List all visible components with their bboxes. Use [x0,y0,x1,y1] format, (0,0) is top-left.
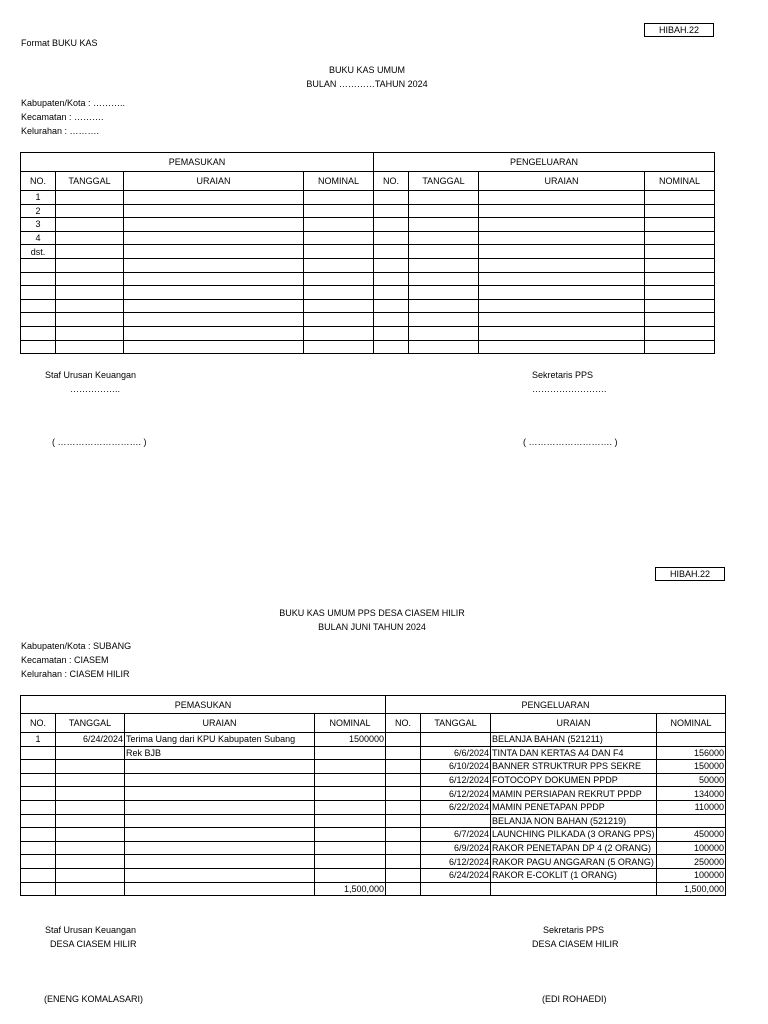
table-cell [124,191,304,205]
table-cell [479,299,645,313]
pemasukan-tanggal [56,773,125,787]
table-row [21,733,726,747]
table-cell [56,326,124,340]
cash-book-table-filled [20,695,726,896]
row-number: dst. [21,245,56,259]
table-row [21,245,715,259]
pengeluaran-uraian: FOTOCOPY DOKUMEN PPDP [491,773,657,787]
row-number [21,258,56,272]
pengeluaran-uraian: RAKOR PENETAPAN DP 4 (2 ORANG) [491,841,657,855]
pengeluaran-tanggal: 6/24/2024 [421,868,491,882]
table-cell [479,286,645,300]
pengeluaran-uraian: BELANJA NON BAHAN (521219) [491,814,657,828]
pemasukan-uraian [125,814,315,828]
table-cell [645,326,715,340]
pemasukan-nominal [315,855,386,869]
table-cell [374,218,409,232]
col-header-uraian: URAIAN [124,172,304,191]
pemasukan-uraian [125,841,315,855]
pengeluaran-no [386,814,421,828]
page-title: BUKU KAS UMUM PPS DESA CIASEM HILIR [279,608,465,618]
table-cell [645,272,715,286]
pengeluaran-nominal: 100000 [657,868,726,882]
pengeluaran-uraian: BELANJA BAHAN (521211) [491,733,657,747]
table-cell [645,299,715,313]
pengeluaran-no [386,868,421,882]
pengeluaran-nominal: 250000 [657,855,726,869]
table-cell [374,272,409,286]
table-cell [304,299,374,313]
table-row [21,204,715,218]
table-cell [479,272,645,286]
table-cell [56,191,124,205]
table-cell [645,191,715,205]
pemasukan-header: PEMASUKAN [21,153,374,172]
col-header-tanggal: TANGGAL [421,714,491,733]
pemasukan-uraian [125,773,315,787]
table-cell [409,286,479,300]
pemasukan-tanggal [56,760,125,774]
table-row [21,340,715,354]
table-cell [124,299,304,313]
pemasukan-nominal [315,787,386,801]
table-row [21,773,726,787]
kecamatan-label: Kecamatan : CIASEM [21,655,109,665]
kabupaten-label: Kabupaten/Kota : SUBANG [21,641,132,651]
table-cell [124,286,304,300]
pemasukan-tanggal: 6/24/2024 [56,733,125,747]
table-cell [645,340,715,354]
pengeluaran-no [386,800,421,814]
table-cell [409,191,479,205]
signature-left-subtitle: DESA CIASEM HILIR [50,939,137,949]
table-row [21,760,726,774]
table-row [21,218,715,232]
col-header-no: NO. [374,172,409,191]
table-cell [409,231,479,245]
signature-left-title: Staf Urusan Keuangan [45,925,137,935]
pengeluaran-tanggal [421,733,491,747]
pemasukan-uraian [125,787,315,801]
page-subtitle: BULAN JUNI TAHUN 2024 [318,622,426,632]
pengeluaran-uraian: BANNER STRUKTRUR PPS SEKRE [491,760,657,774]
total-cell-empty [491,882,657,895]
table-cell [124,313,304,327]
form-code-box: HIBAH.22 [644,23,714,37]
table-cell [645,245,715,259]
table-cell [645,231,715,245]
pengeluaran-nominal [657,733,726,747]
table-row [21,814,726,828]
total-pengeluaran: 1,500,000 [657,882,726,895]
table-cell [304,204,374,218]
pemasukan-tanggal [56,841,125,855]
table-cell [409,326,479,340]
table-cell [304,340,374,354]
table-row [21,868,726,882]
table-row [21,313,715,327]
pemasukan-header: PEMASUKAN [21,696,386,714]
table-cell [56,313,124,327]
pemasukan-tanggal [56,828,125,842]
pemasukan-no: 1 [21,733,56,747]
table-cell [374,313,409,327]
table-row [21,299,715,313]
table-cell [124,258,304,272]
col-header-nominal: NOMINAL [645,172,715,191]
table-row [21,231,715,245]
signature-right-name: (EDI ROHAEDI) [542,994,607,1004]
table-cell [409,340,479,354]
pengeluaran-tanggal: 6/10/2024 [421,760,491,774]
pemasukan-uraian [125,855,315,869]
table-cell [479,191,645,205]
table-cell [56,299,124,313]
table-cell [645,313,715,327]
table-cell [479,204,645,218]
signature-left-subtitle: …………….. [70,384,121,394]
table-cell [374,286,409,300]
pemasukan-nominal [315,746,386,760]
total-cell-empty [56,882,125,895]
signature-left-name: (ENENG KOMALASARI) [44,994,144,1004]
pengeluaran-tanggal: 6/9/2024 [421,841,491,855]
row-number [21,299,56,313]
table-cell [409,258,479,272]
pemasukan-uraian [125,868,315,882]
pemasukan-uraian [125,760,315,774]
page-subtitle: BULAN …………TAHUN 2024 [306,79,428,89]
row-number [21,272,56,286]
table-cell [374,231,409,245]
pemasukan-no [21,800,56,814]
col-header-uraian: URAIAN [479,172,645,191]
table-cell [56,245,124,259]
pemasukan-tanggal [56,746,125,760]
col-header-uraian: URAIAN [125,714,315,733]
pemasukan-nominal [315,773,386,787]
table-row [21,286,715,300]
pengeluaran-no [386,841,421,855]
pemasukan-no [21,855,56,869]
format-label: Format BUKU KAS [21,38,98,48]
pemasukan-tanggal [56,868,125,882]
kabupaten-label: Kabupaten/Kota : ……….. [21,98,126,108]
signature-left-name: ( ………………………. ) [52,437,147,447]
pengeluaran-nominal [657,814,726,828]
total-cell-empty [21,882,56,895]
total-pemasukan: 1,500,000 [315,882,386,895]
pemasukan-uraian [125,828,315,842]
table-cell [409,204,479,218]
row-number: 4 [21,231,56,245]
pengeluaran-tanggal: 6/22/2024 [421,800,491,814]
pengeluaran-uraian: LAUNCHING PILKADA (3 ORANG PPS) [492,829,655,840]
pemasukan-nominal [315,800,386,814]
table-cell [124,245,304,259]
row-number: 1 [21,191,56,205]
table-cell [374,340,409,354]
table-row [21,191,715,205]
pengeluaran-uraian: TINTA DAN KERTAS A4 DAN F4 [491,746,657,760]
pemasukan-no [21,787,56,801]
pemasukan-nominal [315,841,386,855]
col-header-nominal: NOMINAL [315,714,386,733]
table-row [21,800,726,814]
table-row [21,855,726,869]
table-row [21,258,715,272]
signature-right-name: ( ………………………. ) [523,437,618,447]
table-cell [409,313,479,327]
pengeluaran-tanggal: 6/6/2024 [421,746,491,760]
table-cell [56,340,124,354]
table-cell [645,286,715,300]
pengeluaran-no [386,787,421,801]
table-row [21,787,726,801]
pengeluaran-tanggal [421,814,491,828]
table-row [21,272,715,286]
pengeluaran-nominal: 100000 [657,841,726,855]
row-number [21,340,56,354]
table-cell [304,231,374,245]
signature-right-title: Sekretaris PPS [532,370,594,380]
pengeluaran-nominal: 110000 [657,800,726,814]
table-cell [409,299,479,313]
row-number [21,326,56,340]
table-row [21,326,715,340]
col-header-tanggal: TANGGAL [56,714,125,733]
table-cell [645,204,715,218]
pemasukan-nominal: 1500000 [315,733,386,747]
total-cell-empty [125,882,315,895]
col-header-tanggal: TANGGAL [409,172,479,191]
pengeluaran-header: PENGELUARAN [374,153,715,172]
col-header-nominal: NOMINAL [657,714,726,733]
kecamatan-label: Kecamatan : ………. [21,112,104,122]
table-cell [479,245,645,259]
col-header-uraian: URAIAN [491,714,657,733]
table-cell [374,326,409,340]
pengeluaran-nominal: 156000 [657,746,726,760]
table-cell [56,272,124,286]
table-row [21,841,726,855]
table-cell [304,258,374,272]
pemasukan-no [21,841,56,855]
table-cell [56,218,124,232]
pengeluaran-nominal: 50000 [657,773,726,787]
table-cell [479,258,645,272]
pemasukan-tanggal [56,814,125,828]
col-header-no: NO. [21,714,56,733]
pengeluaran-uraian: RAKOR PAGU ANGGARAN (5 ORANG) [491,855,657,869]
col-header-nominal: NOMINAL [304,172,374,191]
pemasukan-nominal [315,760,386,774]
pemasukan-no [21,773,56,787]
kelurahan-label: Kelurahan : CIASEM HILIR [21,669,130,679]
cash-book-table-template [20,152,715,354]
table-cell [124,272,304,286]
table-cell [56,204,124,218]
table-cell [56,286,124,300]
pemasukan-no [21,746,56,760]
table-cell [124,231,304,245]
pemasukan-no [21,868,56,882]
table-cell [409,245,479,259]
pengeluaran-uraian: RAKOR E-COKLIT (1 ORANG) [491,868,657,882]
row-number [21,313,56,327]
table-cell [645,218,715,232]
pemasukan-uraian: Terima Uang dari KPU Kabupaten Subang [125,733,315,747]
pengeluaran-no [386,760,421,774]
table-cell [374,204,409,218]
signature-left-title: Staf Urusan Keuangan [45,370,137,380]
table-cell [374,299,409,313]
pengeluaran-tanggal: 6/12/2024 [421,773,491,787]
table-cell [56,231,124,245]
table-cell [409,218,479,232]
col-header-no: NO. [21,172,56,191]
pengeluaran-no [386,828,421,842]
signature-right-title: Sekretaris PPS [543,925,605,935]
table-cell [124,218,304,232]
pengeluaran-no [386,773,421,787]
pengeluaran-nominal: 450000 [657,828,726,842]
pemasukan-nominal [315,868,386,882]
pengeluaran-no [386,733,421,747]
table-cell [409,272,479,286]
page-title: BUKU KAS UMUM [328,65,405,75]
pengeluaran-uraian: MAMIN PENETAPAN PPDP [491,800,657,814]
table-row [21,828,726,842]
kelurahan-label: Kelurahan : ………. [21,126,100,136]
table-cell [645,258,715,272]
form-code-box: HIBAH.22 [655,567,725,581]
table-cell [479,231,645,245]
signature-right-subtitle: DESA CIASEM HILIR [532,939,619,949]
pengeluaran-nominal: 150000 [657,760,726,774]
pemasukan-no [21,760,56,774]
table-cell [374,258,409,272]
total-cell-empty [421,882,491,895]
pemasukan-nominal [315,814,386,828]
table-cell [479,218,645,232]
row-number: 2 [21,204,56,218]
pengeluaran-header: PENGELUARAN [386,696,726,714]
table-cell [479,313,645,327]
table-cell [479,340,645,354]
pemasukan-tanggal [56,800,125,814]
pemasukan-uraian [125,800,315,814]
pengeluaran-no [386,746,421,760]
row-number [21,286,56,300]
col-header-no: NO. [386,714,421,733]
table-cell [124,204,304,218]
pemasukan-uraian: Rek BJB [125,746,315,760]
table-cell [124,326,304,340]
table-cell [304,313,374,327]
table-cell [56,258,124,272]
row-number: 3 [21,218,56,232]
pemasukan-no [21,814,56,828]
pemasukan-no [21,828,56,842]
pemasukan-tanggal [56,787,125,801]
pengeluaran-tanggal: 6/7/2024 [421,828,491,842]
table-cell [304,245,374,259]
table-cell [374,245,409,259]
table-cell [304,272,374,286]
pengeluaran-no [386,855,421,869]
table-cell [374,191,409,205]
table-cell [124,340,304,354]
signature-right-subtitle: ……………………. [532,384,607,394]
pengeluaran-tanggal: 6/12/2024 [421,787,491,801]
table-cell [304,326,374,340]
table-cell [479,326,645,340]
total-cell-empty [386,882,421,895]
pengeluaran-tanggal: 6/12/2024 [421,855,491,869]
table-cell [304,286,374,300]
table-cell [304,191,374,205]
col-header-tanggal: TANGGAL [56,172,124,191]
pemasukan-tanggal [56,855,125,869]
pengeluaran-uraian: MAMIN PERSIAPAN REKRUT PPDP [491,787,657,801]
table-row [21,746,726,760]
table-cell [304,218,374,232]
pengeluaran-nominal: 134000 [657,787,726,801]
pemasukan-nominal [315,828,386,842]
